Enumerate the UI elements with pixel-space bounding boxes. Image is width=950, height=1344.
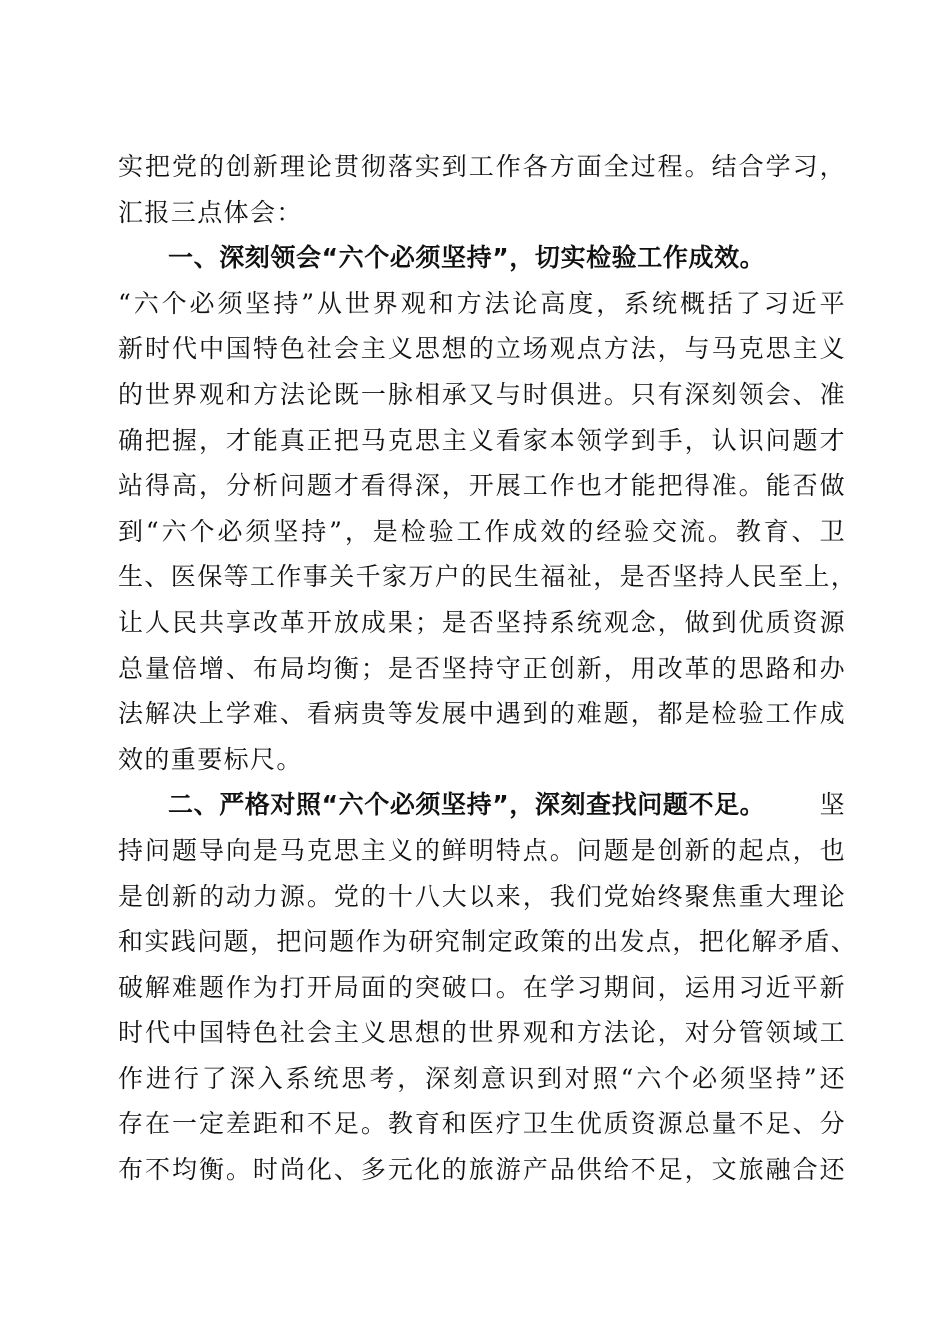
intro-line-2: 汇报三点体会：	[118, 197, 303, 227]
section-1-line: 确把握，才能真正把马克思主义看家本领学到手，认识问题才	[118, 425, 846, 455]
section-2-line: 作进行了深入系统思考，深刻意识到对照“六个必须坚持”还	[118, 1063, 846, 1093]
section-2-line: 是创新的动力源。党的十八大以来，我们党始终聚焦重大理论	[118, 881, 846, 911]
section-1-line: 效的重要标尺。	[118, 744, 303, 774]
section-2-line: 持问题导向是马克思主义的鲜明特点。问题是创新的起点，也	[118, 835, 846, 865]
section-1-line: 生、医保等工作事关千家万户的民生福祉，是否坚持人民至上，	[118, 562, 858, 592]
section-2-heading: 二、严格对照“六个必须坚持”，深刻查找问题不足。	[168, 790, 766, 820]
section-1-line: 的世界观和方法论既一脉相承又与时俱进。只有深刻领会、准	[118, 379, 846, 409]
section-1-heading: 一、深刻领会“六个必须坚持”，切实检验工作成效。	[168, 243, 766, 273]
section-2-heading-tail: 坚	[819, 790, 846, 820]
section-1-line: 让人民共享改革开放成果；是否坚持系统观念，做到优质资源	[118, 607, 846, 637]
section-1-line: 新时代中国特色社会主义思想的立场观点方法，与马克思主义	[118, 334, 846, 364]
section-2-line: 存在一定差距和不足。教育和医疗卫生优质资源总量不足、分	[118, 1109, 846, 1139]
section-2-line: 时代中国特色社会主义思想的世界观和方法论，对分管领域工	[118, 1018, 846, 1048]
section-2-line: 布不均衡。时尚化、多元化的旅游产品供给不足，文旅融合还	[118, 1155, 846, 1185]
section-1-line: 法解决上学难、看病贵等发展中遇到的难题，都是检验工作成	[118, 699, 846, 729]
intro-line-1: 实把党的创新理论贯彻落实到工作各方面全过程。结合学习，	[118, 152, 846, 181]
section-1-line: “六个必须坚持”从世界观和方法论高度，系统概括了习近平	[118, 288, 846, 318]
document-page	[118, 144, 858, 1193]
section-1-line: 站得高，分析问题才看得深，开展工作也才能把得准。能否做	[118, 471, 846, 501]
section-1-line: 到“六个必须坚持”，是检验工作成效的经验交流。教育、卫	[118, 516, 846, 546]
section-2-first-line	[118, 782, 846, 828]
section-2-line: 破解难题作为打开局面的突破口。在学习期间，运用习近平新	[118, 972, 846, 1002]
section-2-line: 和实践问题，把问题作为研究制定政策的出发点，把化解矛盾、	[118, 927, 858, 957]
section-1-line: 总量倍增、布局均衡；是否坚持守正创新，用改革的思路和办	[118, 653, 846, 683]
